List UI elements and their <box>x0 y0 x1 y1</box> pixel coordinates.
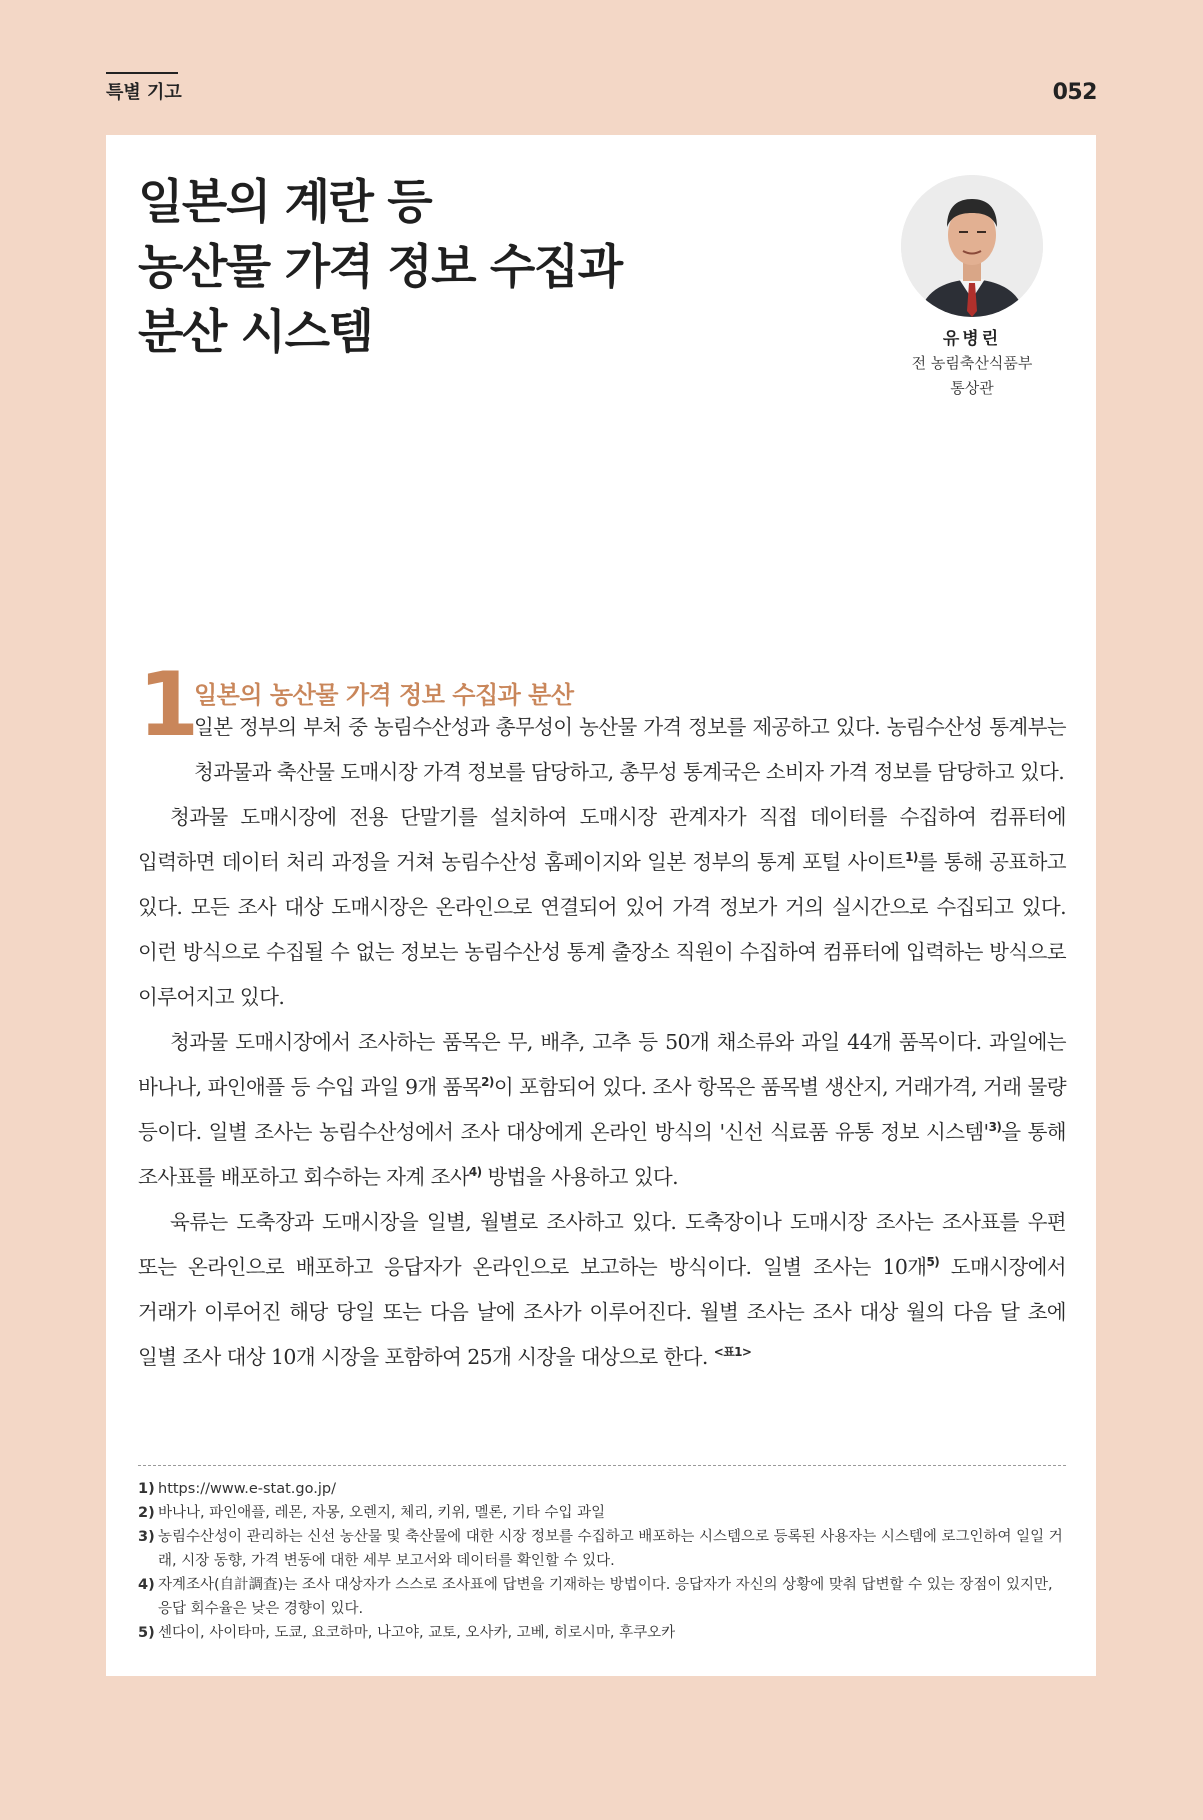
footnote-marker[interactable]: 1) <box>905 850 918 865</box>
footnote-marker[interactable]: 2) <box>481 1075 494 1090</box>
footnote-text: 바나나, 파인애플, 레몬, 자몽, 오렌지, 체리, 키위, 멜론, 기타 수입 과일 <box>158 1505 606 1521</box>
paragraph-text: 이 포함되어 있다. 조사 항목은 품목별 생산지, 거래가격, 거래 물량 등이다. 일별 조사는 농림수산성에서 조사 대상에게 온라인 방식의 '신선 식료품 유통 정보 시스템' <box>138 1075 1066 1144</box>
footnote-marker[interactable]: 4) <box>468 1165 482 1180</box>
footnote-number: 1) <box>138 1481 155 1497</box>
footnote-text: 농림수산성이 관리하는 신선 농산물 및 축산물에 대한 시장 정보를 수집하고 배포하는 시스템으로 등록된 사용자는 시스템에 로그인하여 일일 거래, 시장 동향, 가격 변동에 대한 세부 보고서와 데이터를 확인할 수 있다. <box>158 1529 1063 1569</box>
paragraph-text: 을 통해 조사표를 배포하고 회수하는 자계 조사 <box>138 1120 1067 1189</box>
footnote-text: 자계조사(自計調査)는 조사 대상자가 스스로 조사표에 답변을 기재하는 방법이다. 응답자가 자신의 상황에 맞춰 답변할 수 있는 장점이 있지만, 응답 회수율은 낮은 경향이 있다. <box>158 1577 1053 1617</box>
paragraph-4 <box>138 1200 1066 1380</box>
author-role-line2: 통상관 <box>950 379 994 397</box>
footnote-number: 5) <box>138 1625 155 1641</box>
paragraph-text: 도매시장에서 거래가 이루어진 해당 당일 또는 다음 날에 조사가 이루어진다. 월별 조사는 조사 대상 월의 다음 달 초에 일별 조사 대상 10개 시장을 포함하여 25개 시장을 대상으로 한다. <box>138 1255 1067 1369</box>
footnote-text[interactable]: https://www.e-stat.go.jp/ <box>158 1481 336 1497</box>
paragraph-2 <box>138 795 1066 1020</box>
paragraph-text: 육류는 도축장과 도매시장을 일별, 월별로 조사하고 있다. 도축장이나 도매시장 조사는 조사표를 우편 또는 온라인으로 배포하고 응답자가 온라인으로 보고하는 방식이다. 일별 조사는 10개 <box>138 1210 1066 1279</box>
title-line: 분산 시스템 <box>138 305 373 360</box>
paragraph-text: 청과물 도매시장에서 조사하는 품목은 무, 배추, 고추 등 50개 채소류와 과일 44개 품목이다. 과일에는 바나나, 파인애플 등 수입 과일 9개 품목 <box>138 1030 1066 1099</box>
table-reference[interactable]: <표1> <box>713 1345 752 1360</box>
footnotes-list <box>138 1477 1066 1645</box>
paragraph-text: 청과물 도매시장에 전용 단말기를 설치하여 도매시장 관계자가 직접 데이터를 수집하여 컴퓨터에 입력하면 데이터 처리 과정을 거쳐 농림수산성 홈페이지와 일본 정부의 통계 포털 사이트 <box>138 805 1066 874</box>
author-name: 유병린 <box>942 329 1002 349</box>
section-label: 특별 기고 <box>106 82 182 103</box>
paragraph-text: 를 통해 공표하고 있다. 모든 조사 대상 도매시장은 온라인으로 연결되어 있어 가격 정보가 거의 실시간으로 수집되고 있다. 이런 방식으로 수집될 수 없는 정보는 농림수산성 통계 출장소 직원이 수집하여 컴퓨터에 입력하는 방식으로 이루어지고 있다. <box>138 850 1066 1009</box>
footnote-number: 4) <box>138 1577 155 1593</box>
page-number: 052 <box>1052 80 1097 105</box>
paragraph-text: 일본 정부의 부처 중 농림수산성과 총무성이 농산물 가격 정보를 제공하고 있다. 농림수산성 통계부는 청과물과 축산물 도매시장 가격 정보를 담당하고, 총무성 통계국은 소비자 가격 정보를 담당하고 있다. <box>194 715 1066 784</box>
article-body <box>138 705 1066 1380</box>
article-card <box>106 135 1096 1676</box>
paragraph-3 <box>138 1020 1066 1200</box>
footnote-item <box>138 1501 1066 1525</box>
footnote-marker[interactable]: 3) <box>988 1120 1002 1135</box>
author-portrait-illustration <box>901 175 1043 317</box>
footnote-divider <box>138 1465 1066 1466</box>
author-photo <box>901 175 1043 317</box>
footnote-marker[interactable]: 5) <box>926 1255 940 1270</box>
article-title <box>138 170 622 365</box>
footnote-number: 2) <box>138 1505 155 1521</box>
footnote-text: 센다이, 사이타마, 도쿄, 요코하마, 나고야, 교토, 오사카, 고베, 히로시마, 후쿠오카 <box>158 1625 676 1641</box>
footnote-item <box>138 1477 1066 1501</box>
paragraph-1 <box>138 705 1066 795</box>
section-number: 1 <box>138 653 200 756</box>
author-role-line1: 전 농림축산식품부 <box>911 354 1033 372</box>
footnote-item <box>138 1525 1066 1573</box>
section-heading: 일본의 농산물 가격 정보 수집과 분산 <box>194 681 574 709</box>
author-info <box>866 327 1078 401</box>
footnote-item <box>138 1573 1066 1621</box>
header-rule <box>106 72 178 74</box>
paragraph-text: 방법을 사용하고 있다. <box>481 1165 679 1189</box>
footnote-number: 3) <box>138 1529 155 1545</box>
footnote-item <box>138 1621 1066 1645</box>
title-line: 농산물 가격 정보 수집과 <box>138 240 622 295</box>
title-line: 일본의 계란 등 <box>138 175 432 230</box>
